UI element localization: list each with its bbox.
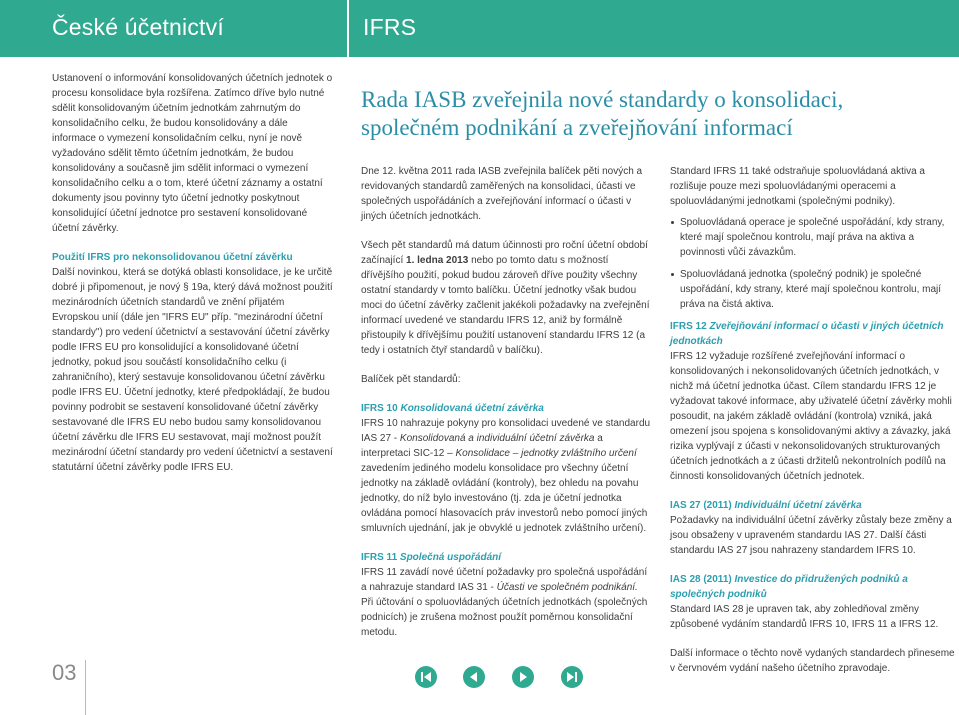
page-number: 03 [52,660,77,685]
section-heading-ifrs-usage: Použití IFRS pro nekonsolidovanou účetní závěrku [52,252,293,263]
previous-icon[interactable] [463,666,485,688]
right-column [670,164,959,676]
left-column [52,71,334,475]
joint-arrangement-list [670,215,959,312]
intro-paragraph: Ustanovení o informování konsolidovaných účetních jednotek o procesu konsolidace byla rozšířena. Zatímco dříve bylo nutné sdělit konsolidovaným účetním jednotkám zahrnutým do konsolidačního celku, že budou konsolidovány a dále informace o vymezení konsolidačním celku, nyní je nově vyžadováno sdělit těmto účetním jednotkám, že budou konsolidovány a současně jim sdělit informaci o vymezení konsolidačního celku a o tom, které účetní záznamy a ostatní dokumenty jsou povinny tyto účetní jednotky poskytnout konsolidující účetní jednotce pro sestavení konsolidované účetní závěrky. [52,73,333,234]
ifrs11-body: IFRS 11 zavádí nové účetní požadavky pro společná uspořádání a nahrazuje standard IAS 31 - Účasti ve společném podnikání. Při účtování o spoluovládaných účetních jednotkách (společných podnicích) je zrušena možnost použít poměrnou konsolidační metodu. [361,567,648,638]
section-body-ifrs-usage: Další novinkou, která se dotýká oblasti konsolidace, je ke určitě dobré ji připomenout, je nový § 19a, který dává možnost použití mezinárodních účetních standardů ve znění přijatém Evropskou unií (dále jen "IFRS EU" příp. "mezinárodní účetní standardy") pro vedení účetnictví a sestavování účetní závěrky podle IFRS EU pro konsolidující a konsolidované účetní jednotky, pokud jsou součástí konsolidačního celku (i zahraničního), který sestavuje konsolidovanou účetní závěrku podle IFRS EU. Účetní jednotky, které předpokládají, že budou povinny podrobit se sestavení konsolidované účetní závěrky sestavované dle IFRS EU nebo budou samy konsolidovanou účetní závěrku dle IFRS EU sestavovat, mají možnost použít mezinárodní účetní standardy pro vedení účetnictví a sestavení statutární účetní závěrky podle IFRS EU. [52,267,333,473]
section-title-czech-accounting: České účetnictví [52,14,224,40]
ifrs10-heading: IFRS 10 Konsolidovaná účetní závěrka [361,403,544,414]
middle-column [361,164,651,640]
mid-paragraph-3: Balíček pět standardů: [361,374,461,385]
skip-last-icon[interactable] [561,666,583,688]
article-title: Rada IASB zveřejnila nové standardy o konsolidaci, společném podnikání a zveřejňování informací [361,87,844,140]
list-item: Spoluovládaná jednotka (společný podnik) je společné uspořádání, kdy strany, které mají společnou kontrolu, mají práva na čistá aktiva. [670,267,959,312]
ias28-body: Standard IAS 28 je upraven tak, aby zohledňoval změny způsobené vydáním standardů IFRS 10, IFRS 11 a IFRS 12. [670,604,939,630]
effective-date: 1. ledna 2013 [406,255,469,266]
list-item: Spoluovládaná operace je společné uspořádání, kdy strany, které mají společnou kontrolu, mají práva na aktiva a povinnosti vůči závazkům. [670,215,959,260]
skip-first-icon[interactable] [415,666,437,688]
mid-paragraph-1: Dne 12. května 2011 rada IASB zveřejnila balíček pěti nových a revidovaných standardů zaměřených na konsolidaci, účasti ve společných uspořádáních a zveřejňování informací o účasti v jiných účetních jednotkách. [361,166,643,222]
ias27-heading: IAS 27 (2011) Individuální účetní závěrka [670,500,862,511]
ias28-heading: IAS 28 (2011) Investice do přidružených podniků a společných podniků [670,574,908,600]
header-right [349,0,959,57]
right-paragraph-1: Standard IFRS 11 také odstraňuje spoluovládaná aktiva a rozlišuje pouze mezi spoluovládanými operacemi a spoluovládanými jednotkami (společnými podniky). [670,166,925,207]
ifrs12-heading: IFRS 12 Zveřejňování informací o účasti v jiných účetních jednotkách [670,321,944,347]
footer-note: Další informace o těchto nově vydaných standardech přineseme v červnovém vydání našeho účetního zpravodaje. [670,648,955,674]
header-left [0,0,347,57]
mid-paragraph-2: Všech pět standardů má datum účinnosti pro roční účetní období začínající 1. ledna 2013 nebo po tomto datu s možností dřívějšího použití, pokud budou zároveň dříve použity všechny ostatní standardy v tomto balíčku. Účetní jednotky však budou moci do účetní závěrky začlenit jakékoli požadavky na zveřejnění informací uvedené ve standardu IFRS 12, aniž by formálně přistoupily k dřívějšímu použití ustanovení standardu IFRS 12 (a tedy i ostatních čtyř standardů v balíčku). [361,240,650,356]
section-title-ifrs: IFRS [363,14,417,40]
ifrs10-body: IFRS 10 nahrazuje pokyny pro konsolidaci uvedené ve standardu IAS 27 - Konsolidovaná a individuální účetní závěrka a interpretaci SIC-12 – Konsolidace – jednotky zvláštního určení zavedením jediného modelu konsolidace pro všechny účetní jednotky na základě ovládání (kontroly), bez ohledu na povahu jednotky, do níž bylo investováno (tj. zda je účetní jednotka ovládána pomocí hlasovacích práv investorů nebo pomocí jiných smluvních ujednání, jak je obvyklé u jednotek zvláštního určení). [361,418,651,534]
ias27-body: Požadavky na individuální účetní závěrky zůstaly beze změny a jsou obsaženy v upraveném standardu IAS 27. Další části standardu IAS 27 jsou nahrazeny standardem IFRS 10. [670,515,952,556]
page-divider [85,660,86,715]
ifrs12-body: IFRS 12 vyžaduje rozšířené zveřejňování informací o konsolidovaných i nekonsolidovaných účetních jednotkách, v nichž má účetní jednotka účast. Cílem standardu IFRS 12 je vyžadovat takové informace, aby uživatelé účetní závěrky mohli posoudit, na jakém základě ovládání (kontrola) vzniká, jaká omezení jsou spojena s konsolidovanými aktivy a závazky, jaká rizika vyplývají z účasti v nekonsolidovaných strukturovaných účetních jednotkách a z účasti držitelů nekontrolních podílů na činnosti konsolidovaných účetních jednotek. [670,351,952,482]
ifrs11-heading: IFRS 11 Společná uspořádání [361,552,502,563]
next-icon[interactable] [512,666,534,688]
